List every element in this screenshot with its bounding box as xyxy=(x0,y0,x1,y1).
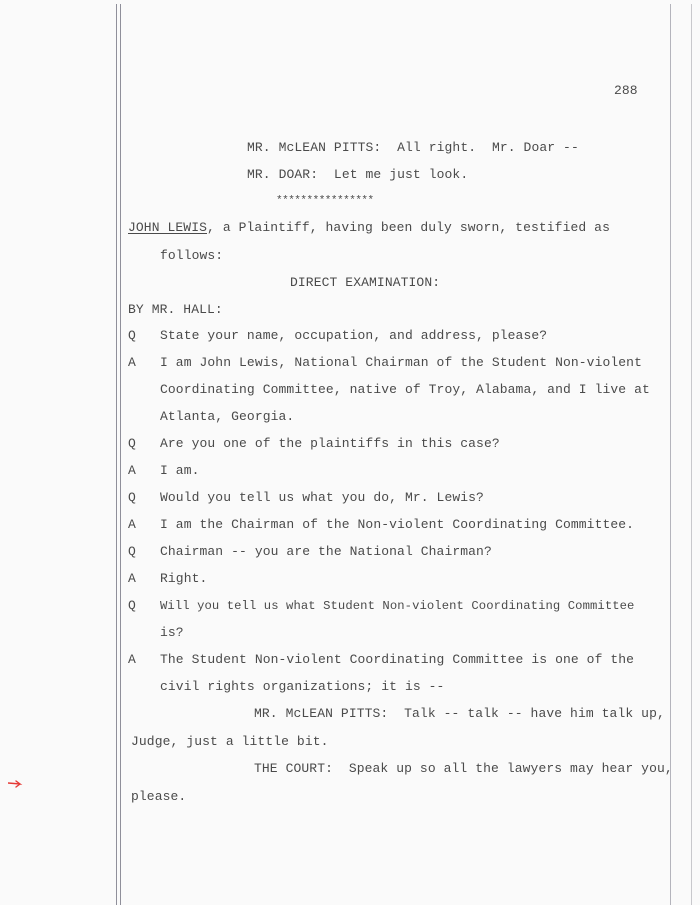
colloquy-line: MR. McLEAN PITTS: Talk -- talk -- have him talk up, xyxy=(254,706,665,721)
question-marker: Q xyxy=(128,598,136,613)
answer-text: civil rights organizations; it is -- xyxy=(160,679,445,694)
answer-marker: A xyxy=(128,571,136,586)
answer-text: Coordinating Committee, native of Troy, Alabama, and I live at xyxy=(160,382,650,397)
answer-marker: A xyxy=(128,652,136,667)
question-marker: Q xyxy=(128,544,136,559)
answer-text: The Student Non-violent Coordinating Committee is one of the xyxy=(160,652,635,667)
question-marker: Q xyxy=(128,328,136,343)
question-marker: Q xyxy=(128,490,136,505)
margin-rule-left-outer xyxy=(116,4,117,905)
transcript-line: MR. DOAR: Let me just look. xyxy=(247,167,469,182)
answer-marker: A xyxy=(128,517,136,532)
colloquy-line: THE COURT: Speak up so all the lawyers may hear you, xyxy=(254,761,673,776)
question-text: Would you tell us what you do, Mr. Lewis? xyxy=(160,490,484,505)
answer-text: Atlanta, Georgia. xyxy=(160,409,295,424)
witness-name: JOHN LEWIS xyxy=(128,220,208,235)
section-divider: **************** xyxy=(276,195,374,207)
question-marker: Q xyxy=(128,436,136,451)
question-text: Are you one of the plaintiffs in this case? xyxy=(160,436,500,451)
section-heading: DIRECT EXAMINATION: xyxy=(290,275,441,290)
margin-rule-left-inner xyxy=(120,4,121,905)
answer-text: I am John Lewis, National Chairman of the Student Non-violent xyxy=(160,355,642,370)
question-text: State your name, occupation, and address, please? xyxy=(160,328,548,343)
colloquy-line: please. xyxy=(131,789,187,804)
transcript-line: MR. McLEAN PITTS: All right. Mr. Doar -- xyxy=(247,140,579,155)
answer-marker: A xyxy=(128,355,136,370)
answer-marker: A xyxy=(128,463,136,478)
transcript-line xyxy=(128,220,610,236)
margin-rule-right-outer xyxy=(691,4,692,905)
answer-text: I am. xyxy=(160,463,200,478)
colloquy-line: Judge, just a little bit. xyxy=(131,734,329,749)
question-text: Will you tell us what Student Non-violent Coordinating Committee xyxy=(160,599,635,613)
answer-text: I am the Chairman of the Non-violent Coordinating Committee. xyxy=(160,517,635,532)
examiner-line: BY MR. HALL: xyxy=(128,302,223,317)
red-margin-mark-icon xyxy=(8,780,24,788)
transcript-line: follows: xyxy=(160,248,224,263)
question-text: Chairman -- you are the National Chairman? xyxy=(160,544,492,559)
question-text: is? xyxy=(160,625,184,640)
page-number: 288 xyxy=(614,83,638,98)
witness-intro: , a Plaintiff, having been duly sworn, testified as xyxy=(207,220,610,235)
answer-text: Right. xyxy=(160,571,208,586)
